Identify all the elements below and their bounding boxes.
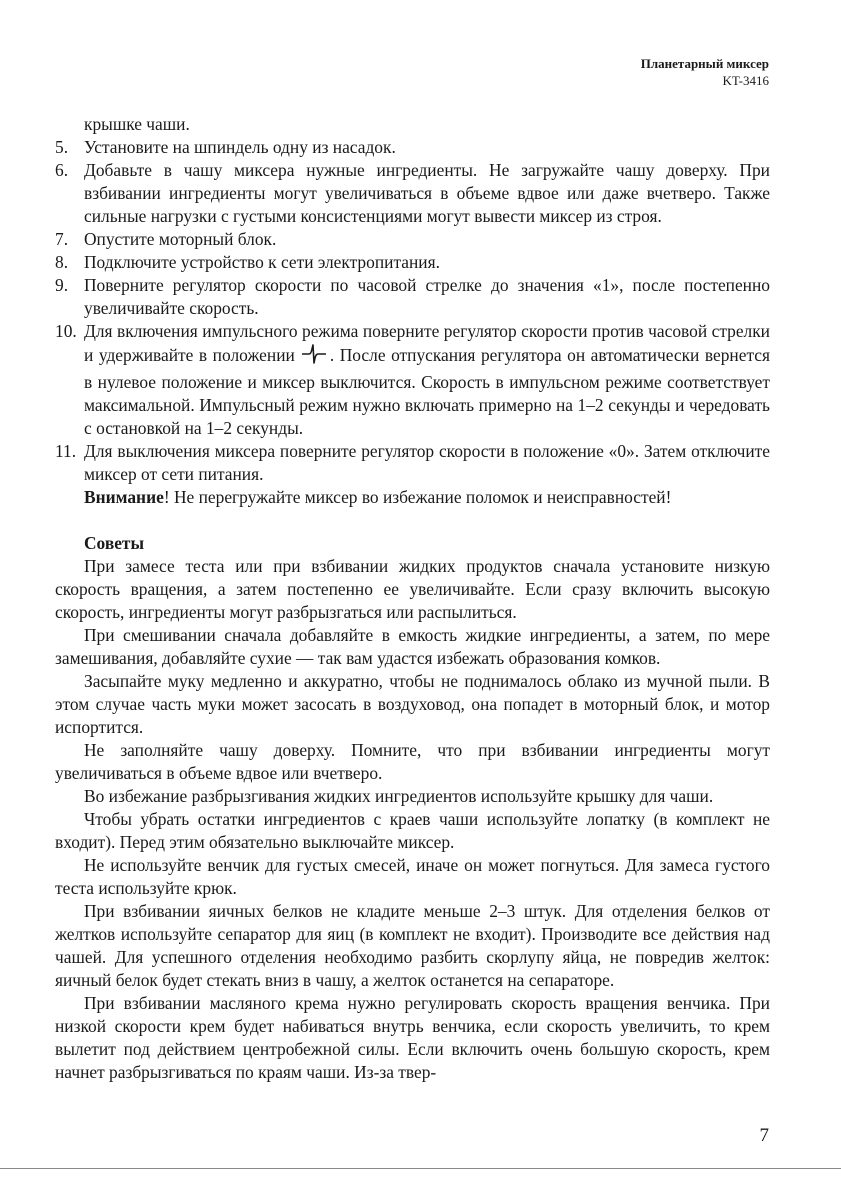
list-item-text: Добавьте в чашу миксера нужные ингредиенты. Не загружайте чашу доверху. При взбивании ингредиенты могут увеличиваться в объеме вдвое или даже вчетверо. Также сильные нагрузки с густыми консистенциями могут вывести миксер из строя.: [84, 160, 770, 226]
list-item-text: Опустите моторный блок.: [84, 229, 277, 249]
tips-paragraph: Чтобы убрать остатки ингредиентов с краев чаши используйте лопатку (в комплект не входит). Перед этим обязательно выключайте миксер.: [55, 809, 770, 852]
list-item-number: 10.: [55, 321, 77, 341]
list-item-text: Поверните регулятор скорости по часовой стрелке до значения «1», после постепенно увеличивайте скорость.: [84, 275, 770, 318]
tips-paragraph: При замесе теста или при взбивании жидких продуктов сначала установите низкую скорость вращения, а затем постепенно ее увеличивайте. Если сразу включить высокую скорость, ингредиенты могут разбрызгаться или распылиться.: [55, 556, 770, 622]
warning-note: [55, 486, 770, 509]
list-item-text: Для выключения миксера поверните регулятор скорости в положение «0». Затем отключите миксер от сети питания.: [84, 441, 770, 484]
list-item-number: 6.: [55, 160, 69, 180]
list-item-number: 9.: [55, 275, 69, 295]
tips-paragraph: При взбивании яичных белков не кладите меньше 2–3 штук. Для отделения белков от желтков используйте сепаратор для яиц (в комплект не входит). Производите все действия над чашей. Для успешного отделения необходимо разбить скорлупу яйца, не повредив желток: яичный белок будет стекать вниз в чашу, а желток останется на сепараторе.: [55, 901, 770, 990]
tips-paragraph: Во избежание разбрызгивания жидких ингредиентов используйте крышку для чаши.: [84, 786, 714, 806]
tips-paragraph: При смешивании сначала добавляйте в емкость жидкие ингредиенты, а затем, по мере замешивания, добавляйте сухие — так вам удастся избежать образования комков.: [55, 625, 770, 668]
pulse-mode-icon: [301, 343, 327, 371]
continued-line: крышке чаши.: [84, 114, 190, 134]
tips-paragraph: При взбивании масляного крема нужно регулировать скорость вращения венчика. При низкой скорости крем будет набиваться внутрь венчика, если скорость увеличить, то крем вылетит под действием центробежной силы. Если включить очень большую скорость, крем начнет разбрызгиваться по краям чаши. Из-за твер-: [55, 993, 770, 1082]
tips-paragraph: Засыпайте муку медленно и аккуратно, чтобы не поднималось облако из мучной пыли. В этом случае часть муки может засосать в воздуховод, она попадет в моторный блок, и мотор испортится.: [55, 671, 770, 737]
tips-heading: Советы: [84, 533, 145, 553]
warning-label: Внимание: [84, 487, 164, 507]
list-item-text: Подключите устройство к сети электропитания.: [84, 252, 440, 272]
list-item-number: 7.: [55, 229, 69, 249]
list-item: [55, 251, 770, 274]
warning-text: ! Не перегружайте миксер во избежание поломок и неисправностей!: [163, 487, 672, 507]
page-header: [641, 55, 769, 89]
list-item: [55, 440, 770, 486]
list-item-number: 11.: [55, 441, 77, 461]
list-item-number: 8.: [55, 252, 69, 272]
tips-paragraph: Не заполняйте чашу доверху. Помните, что при взбивании ингредиенты могут увеличиваться в объеме вдвое или вчетверо.: [55, 740, 770, 783]
list-item: [55, 274, 770, 320]
list-item-text-after: . После отпускания регулятора он автоматически вернется в нулевое положение и миксер выключится. Скорость в импульсном режиме соответствует максимальной. Импульсный режим нужно включать примерно на 1–2 секунды и чередовать с остановкой на 1–2 секунды.: [84, 345, 770, 438]
header-title: Планетарный миксер: [640, 56, 769, 71]
header-model: KT-3416: [722, 73, 769, 88]
list-item: [55, 320, 770, 440]
list-item-text: Установите на шпиндель одну из насадок.: [84, 137, 396, 157]
list-item: [55, 228, 770, 251]
list-item: [55, 136, 770, 159]
footer-divider: [0, 1168, 841, 1169]
list-item: [55, 159, 770, 228]
list-item-text-before: Для включения импульсного режима поверните регулятор скорости против часовой стрелки и удерживайте в положении: [84, 321, 770, 365]
page-content: [55, 113, 770, 1084]
tips-paragraph: Не используйте венчик для густых смесей, иначе он может погнуться. Для замеса густого теста используйте крюк.: [55, 855, 770, 898]
page-number: 7: [759, 1125, 769, 1146]
list-item-number: 5.: [55, 137, 69, 157]
